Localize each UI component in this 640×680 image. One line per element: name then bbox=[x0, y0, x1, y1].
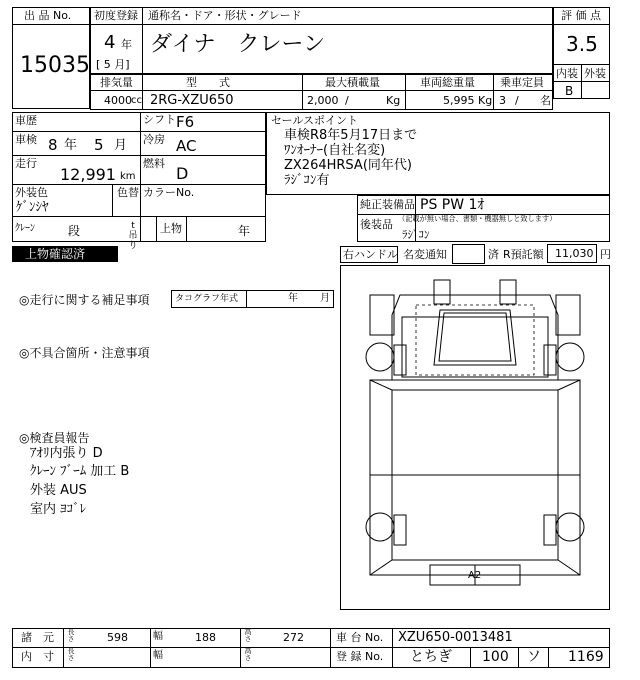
deposit-mark: 済 bbox=[488, 248, 499, 261]
width-value: 188 bbox=[195, 631, 216, 644]
name-change-box bbox=[452, 244, 485, 264]
gross-weight-label: 車両総重量 bbox=[420, 76, 475, 89]
confirmed-banner-text: 上物確認済 bbox=[25, 247, 86, 261]
crane-label: ｸﾚｰﾝ bbox=[15, 223, 35, 234]
inspector-line-2: ｸﾚｰﾝ ﾌﾞｰﾑ 加工 B bbox=[30, 464, 130, 479]
inspection-month-unit: 月 bbox=[114, 138, 128, 153]
ac-value: AC bbox=[176, 137, 197, 155]
recycle-unit: 円 bbox=[600, 248, 611, 261]
reg-label: 登 録 No. bbox=[336, 650, 384, 663]
gross-weight-unit: Kg bbox=[478, 94, 493, 107]
dims-label: 諸 元 bbox=[21, 631, 54, 644]
ac-label: 冷房 bbox=[143, 133, 165, 146]
inspection-year-unit: 年 bbox=[64, 138, 78, 153]
length-label: 長さ bbox=[67, 628, 75, 644]
height-value: 272 bbox=[283, 631, 304, 644]
genuine-label: 純正装備品 bbox=[360, 198, 415, 211]
sales-point-4: ﾗｼﾞｺﾝ有 bbox=[284, 173, 330, 188]
top-year-unit: 年 bbox=[238, 224, 251, 238]
gross-weight-value: 5,995 bbox=[443, 94, 475, 107]
model-code: 2RG-XZU650 bbox=[150, 93, 234, 108]
recycle-label: R預託額 bbox=[503, 248, 544, 261]
lot-number: 15035 bbox=[20, 53, 90, 78]
recycle-value: 11,030 bbox=[555, 247, 594, 260]
sales-point-2: ﾜﾝｵｰﾅｰ(自社名変) bbox=[284, 143, 386, 158]
displacement-label: 排気量 bbox=[100, 76, 133, 89]
mileage-value: 12,991 bbox=[60, 165, 116, 184]
inner-width-label: 幅 bbox=[153, 650, 163, 661]
inner-dims-label: 内 寸 bbox=[21, 650, 54, 663]
color-change-label: 色替 bbox=[117, 186, 139, 199]
model-label: 型 式 bbox=[186, 76, 230, 89]
fuel-value: D bbox=[176, 164, 189, 183]
reg-kana: ソ bbox=[527, 649, 541, 665]
chassis-label: 車 台 No. bbox=[336, 631, 384, 644]
history-label: 車歴 bbox=[15, 114, 37, 127]
max-load-unit: Kg bbox=[386, 94, 401, 107]
footer-table bbox=[12, 628, 610, 668]
top-label: 上物 bbox=[160, 222, 182, 235]
crane-stage-unit: 段 bbox=[68, 224, 81, 238]
mileage-unit: km bbox=[120, 171, 136, 182]
defects-label: ◎不具合箇所・注意事項 bbox=[19, 346, 150, 360]
inspector-label: ◎検査員報告 bbox=[19, 431, 90, 445]
tacho-label: タコグラフ年式 bbox=[175, 294, 239, 304]
name-label: 通称名・ドア・形状・グレード bbox=[148, 9, 302, 22]
reg-number: 1169 bbox=[568, 649, 604, 665]
width-label: 幅 bbox=[153, 631, 163, 642]
score-label: 評 価 点 bbox=[561, 9, 601, 22]
reg-year: 4 bbox=[104, 32, 116, 53]
capacity-value: 3 bbox=[499, 94, 506, 107]
damage-code-label: A2 bbox=[468, 570, 482, 581]
capacity-slash: / bbox=[515, 94, 519, 107]
interior-grade: B bbox=[565, 84, 574, 98]
tacho-year-unit: 年 bbox=[288, 293, 298, 304]
reg-class: 100 bbox=[482, 649, 509, 665]
reg-region: とちぎ bbox=[410, 649, 452, 665]
color-code-label: カラーNo. bbox=[143, 186, 195, 199]
inspection-label: 車検 bbox=[15, 133, 37, 146]
car-name: ダイナ クレーン bbox=[150, 32, 326, 57]
aftermarket-note: （記載が無い場合、書類・機器無しと致します） bbox=[398, 215, 557, 224]
inspector-line-3: 外装 AUS bbox=[30, 483, 87, 498]
max-load-label: 最大積載量 bbox=[325, 76, 380, 89]
lot-label: 出 品 No. bbox=[24, 9, 72, 22]
truck-diagram bbox=[340, 265, 610, 610]
sales-point-1: 車検R8年5月17日まで bbox=[284, 128, 418, 143]
crane-lift-label: t 吊り bbox=[128, 221, 138, 251]
length-value: 598 bbox=[107, 631, 128, 644]
interior-label: 内装 bbox=[556, 67, 578, 80]
inner-length-label: 長さ bbox=[67, 647, 75, 663]
name-change-label: 名変通知 bbox=[403, 248, 447, 261]
height-label: 高さ bbox=[244, 628, 252, 644]
chassis-number: XZU650-0013481 bbox=[398, 630, 513, 645]
ext-color-value: ｹﾞﾝｼﾔ bbox=[16, 200, 49, 215]
sales-point-3: ZX264HRSA(同年代) bbox=[284, 158, 412, 173]
first-reg-label: 初度登録 bbox=[94, 9, 138, 22]
supplement-label: ◎走行に関する補足事項 bbox=[19, 293, 150, 307]
displacement-unit: cc bbox=[131, 95, 142, 106]
inspector-line-1: ｱｵﾘ内張り D bbox=[30, 446, 103, 461]
capacity-label: 乗車定員 bbox=[500, 76, 544, 89]
shift-label: シフト bbox=[143, 113, 176, 126]
aftermarket-label: 後装品 bbox=[360, 218, 393, 231]
genuine-equipment: PS PW 1ｵ bbox=[420, 197, 485, 213]
reg-year-unit: 年 bbox=[121, 38, 132, 51]
aftermarket-value: ﾗｼﾞｺﾝ bbox=[402, 228, 430, 241]
handle-value: 右ハンドル bbox=[343, 248, 398, 261]
inspector-line-4: 室内 ﾖｺﾞﾚ bbox=[30, 502, 87, 517]
fuel-label: 燃料 bbox=[143, 157, 165, 170]
inner-height-label: 高さ bbox=[244, 647, 252, 663]
score-value: 3.5 bbox=[566, 32, 598, 56]
shift-value: F6 bbox=[176, 113, 195, 131]
tacho-month-unit: 月 bbox=[320, 293, 330, 304]
mileage-label: 走行 bbox=[15, 157, 37, 170]
inspection-month: 5 bbox=[94, 136, 104, 154]
inspection-year: 8 bbox=[48, 136, 58, 154]
max-load-value: 2,000 bbox=[307, 94, 339, 107]
sales-points-label: セールスポイント bbox=[271, 114, 359, 127]
capacity-unit: 名 bbox=[540, 94, 551, 107]
displacement-value: 4000 bbox=[104, 94, 132, 107]
ext-color-label: 外装色 bbox=[15, 186, 48, 199]
reg-month: [ 5 月] bbox=[96, 58, 130, 71]
max-load-slash: / bbox=[345, 94, 349, 107]
exterior-label: 外装 bbox=[584, 67, 606, 80]
